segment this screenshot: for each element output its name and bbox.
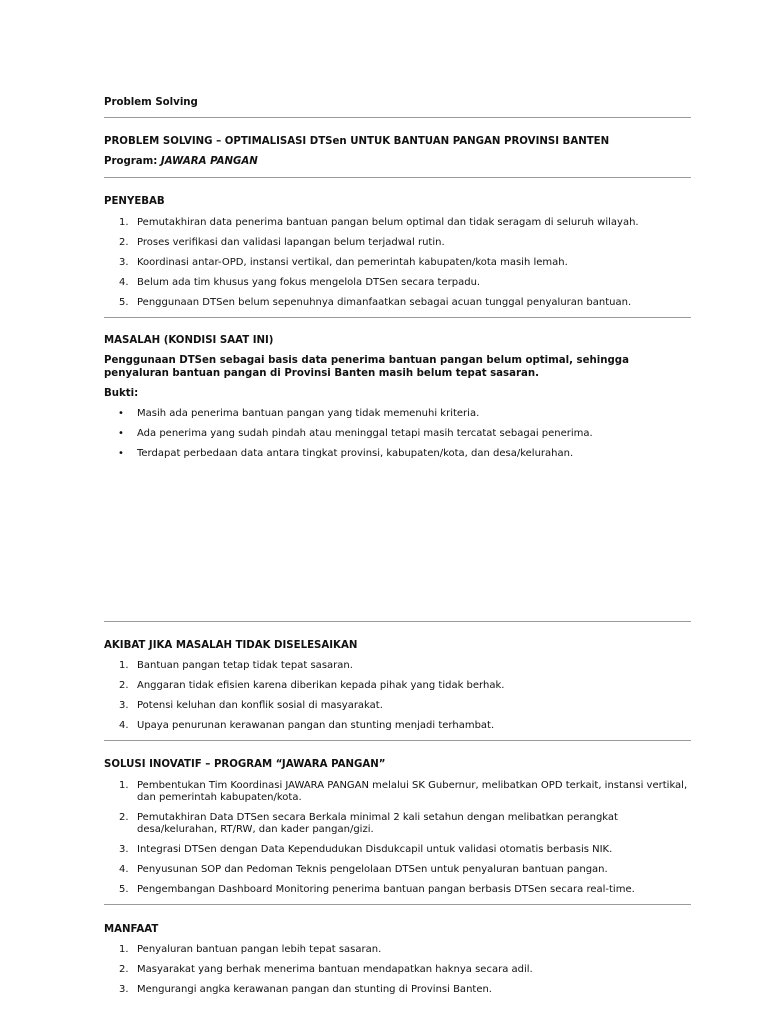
list-item-number: 5. (119, 884, 129, 895)
list-item (104, 700, 691, 712)
bukti-item-text: Masih ada penerima bantuan pangan yang tidak memenuhi kriteria. (137, 408, 480, 419)
list-item-text: Proses verifikasi dan validasi lapangan belum terjadwal rutin. (137, 237, 445, 248)
list-item-text: Pemutakhiran Data DTSen secara Berkala minimal 2 kali setahun dengan melibatkan perangkat desa/kelurahan, RT/RW, dan kader pangan/gizi. (137, 812, 618, 835)
program-label: Program: (104, 156, 158, 167)
list-item (104, 780, 691, 804)
list-item (104, 864, 691, 876)
list-item (104, 257, 691, 269)
bullet-icon: • (118, 408, 124, 419)
list-item-number: 3. (119, 700, 129, 711)
list-item (104, 984, 691, 996)
list-item-text: Penyaluran bantuan pangan lebih tepat sasaran. (137, 944, 382, 955)
divider (104, 621, 691, 622)
list-item (104, 277, 691, 289)
masalah-statement: Penggunaan DTSen sebagai basis data penerima bantuan pangan belum optimal, sehingga penyaluran bantuan pangan di Provinsi Banten masih belum tepat sasaran. (104, 355, 629, 379)
akibat-list (104, 660, 691, 740)
list-item-text: Pemutakhiran data penerima bantuan pangan belum optimal dan tidak seragam di seluruh wilayah. (137, 217, 639, 228)
list-item (104, 884, 691, 896)
list-item-number: 2. (119, 237, 129, 248)
list-item (104, 964, 691, 976)
list-item-text: Bantuan pangan tetap tidak tepat sasaran. (137, 660, 353, 671)
list-item (104, 812, 691, 836)
list-item-text: Penyusunan SOP dan Pedoman Teknis pengelolaan DTSen untuk penyaluran bantuan pangan. (137, 864, 608, 875)
divider (104, 317, 691, 318)
list-item-text: Potensi keluhan dan konflik sosial di masyarakat. (137, 700, 383, 711)
bukti-item (104, 448, 691, 460)
list-item-text: Pembentukan Tim Koordinasi JAWARA PANGAN melalui SK Gubernur, melibatkan OPD terkait, instansi vertikal, dan pemerintah kabupaten/kota. (137, 780, 688, 803)
bukti-item (104, 428, 691, 440)
document-title: Problem Solving (104, 97, 198, 108)
list-item-number: 3. (119, 984, 129, 995)
list-item-text: Belum ada tim khusus yang fokus mengelola DTSen secara terpadu. (137, 277, 481, 288)
masalah-heading: MASALAH (KONDISI SAAT INI) (104, 335, 274, 346)
list-item (104, 720, 691, 732)
akibat-heading: AKIBAT JIKA MASALAH TIDAK DISELESAIKAN (104, 640, 358, 651)
program-name: JAWARA PANGAN (160, 156, 258, 167)
list-item-number: 2. (119, 680, 129, 691)
list-item-number: 5. (119, 297, 129, 308)
list-item-number: 3. (119, 844, 129, 855)
divider (104, 117, 691, 118)
list-item-number: 1. (119, 780, 129, 791)
list-item-number: 1. (119, 217, 129, 228)
list-item (104, 237, 691, 249)
list-item-text: Masyarakat yang berhak menerima bantuan mendapatkan haknya secara adil. (137, 964, 533, 975)
list-item-text: Pengembangan Dashboard Monitoring penerima bantuan pangan berbasis DTSen secara real-time. (137, 884, 635, 895)
bullet-icon: • (118, 428, 124, 439)
divider (104, 177, 691, 178)
bukti-item-text: Ada penerima yang sudah pindah atau meninggal tetapi masih tercatat sebagai penerima. (137, 428, 593, 439)
list-item-number: 2. (119, 812, 129, 823)
list-item-number: 2. (119, 964, 129, 975)
divider (104, 904, 691, 905)
list-item (104, 680, 691, 692)
list-item-text: Penggunaan DTSen belum sepenuhnya dimanfaatkan sebagai acuan tunggal penyaluran bantuan. (137, 297, 632, 308)
list-item-text: Upaya penurunan kerawanan pangan dan stunting menjadi terhambat. (137, 720, 495, 731)
solusi-heading: SOLUSI INOVATIF – PROGRAM “JAWARA PANGAN” (104, 759, 386, 770)
main-title: PROBLEM SOLVING – OPTIMALISASI DTSen UNTUK BANTUAN PANGAN PROVINSI BANTEN (104, 136, 610, 147)
list-item-number: 3. (119, 257, 129, 268)
list-item-number: 1. (119, 660, 129, 671)
list-item (104, 944, 691, 956)
list-item-number: 4. (119, 864, 129, 875)
bukti-list (104, 408, 691, 468)
list-item-number: 4. (119, 277, 129, 288)
solusi-list (104, 780, 691, 904)
list-item-text: Anggaran tidak efisien karena diberikan kepada pihak yang tidak berhak. (137, 680, 505, 691)
list-item-text: Koordinasi antar-OPD, instansi vertikal, dan pemerintah kabupaten/kota masih lemah. (137, 257, 568, 268)
manfaat-heading: MANFAAT (104, 924, 159, 935)
penyebab-list (104, 217, 691, 317)
divider (104, 740, 691, 741)
program-line (104, 156, 258, 168)
list-item (104, 844, 691, 856)
list-item-number: 1. (119, 944, 129, 955)
bullet-icon: • (118, 448, 124, 459)
list-item (104, 660, 691, 672)
list-item-text: Integrasi DTSen dengan Data Kependudukan Disdukcapil untuk validasi otomatis berbasis NIK. (137, 844, 613, 855)
list-item-text: Mengurangi angka kerawanan pangan dan stunting di Provinsi Banten. (137, 984, 492, 995)
bukti-label: Bukti: (104, 388, 139, 399)
penyebab-heading: PENYEBAB (104, 196, 165, 207)
bukti-item-text: Terdapat perbedaan data antara tingkat provinsi, kabupaten/kota, dan desa/kelurahan. (137, 448, 574, 459)
manfaat-list (104, 944, 691, 1004)
list-item (104, 297, 691, 309)
bukti-item (104, 408, 691, 420)
list-item (104, 217, 691, 229)
list-item-number: 4. (119, 720, 129, 731)
